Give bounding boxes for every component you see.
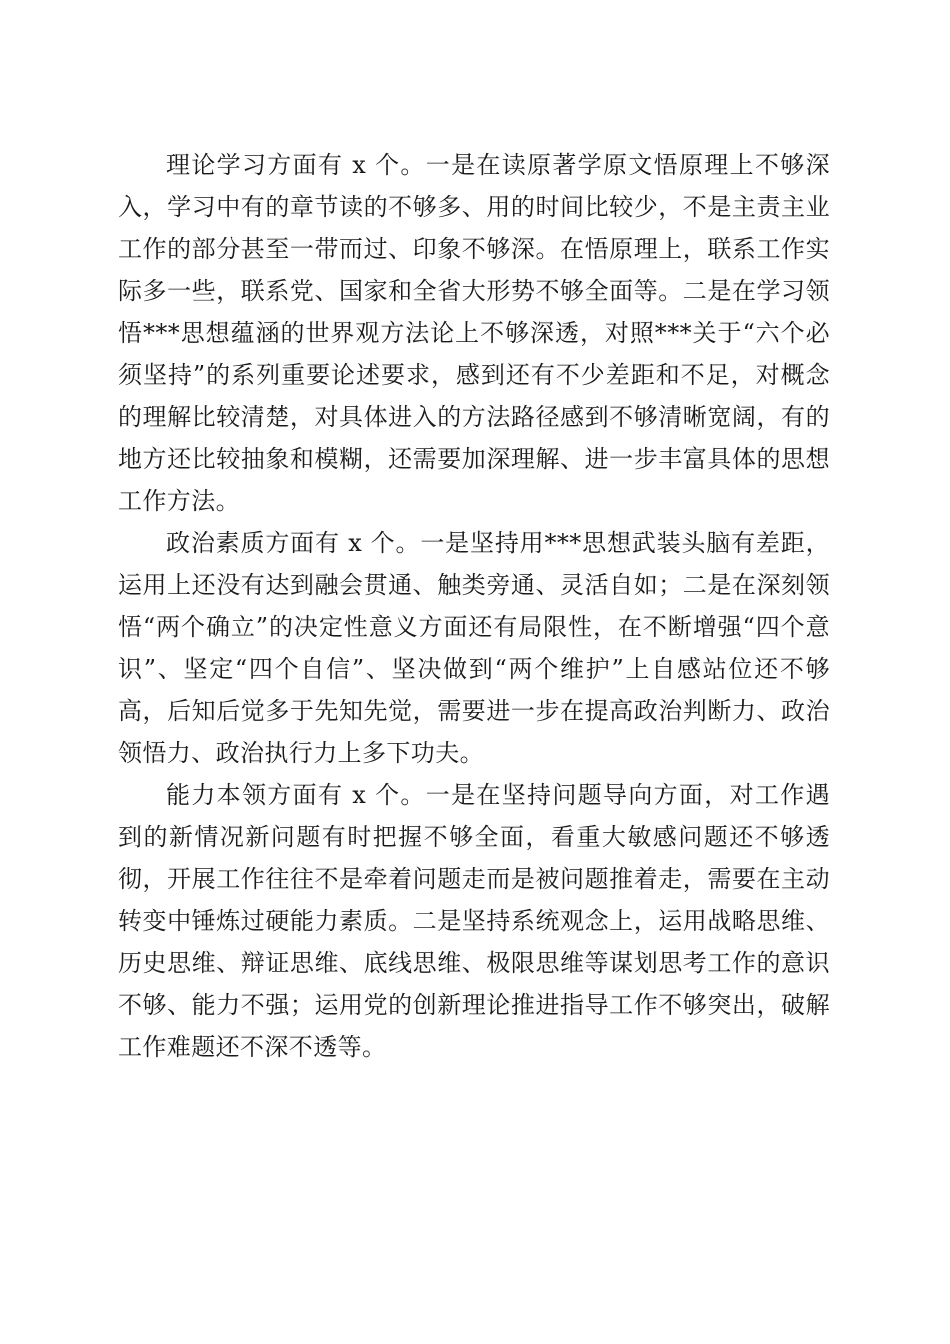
paragraph-ability-skills: 能力本领方面有 x 个。一是在坚持问题导向方面，对工作遇到的新情况新问题有时把握不够全面，看重大敏感问题还不够透彻，开展工作往往不是牵着问题走而是被问题推着走，需要在主动转变中锤炼过硬能力素质。二是坚持系统观念上，运用战略思维、历史思维、辩证思维、底线思维、极限思维等谋划思考工作的意识不够、能力不强；运用党的创新理论推进指导工作不够突出，破解工作难题还不深不透等。 — [118, 781, 830, 1061]
document-body — [118, 144, 830, 1068]
paragraph-political-quality: 政治素质方面有 x 个。一是坚持用***思想武装头脑有差距，运用上还没有达到融会贯通、触类旁通、灵活自如；二是在深刻领悟“两个确立”的决定性意义方面还有局限性，在不断增强“四个意识”、坚定“四个自信”、坚决做到“两个维护”上自感站位还不够高，后知后觉多于先知先觉，需要进一步在提高政治判断力、政治领悟力、政治执行力上多下功夫。 — [118, 529, 830, 767]
paragraph-theory-study: 理论学习方面有 x 个。一是在读原著学原文悟原理上不够深入，学习中有的章节读的不够多、用的时间比较少，不是主责主业工作的部分甚至一带而过、印象不够深。在悟原理上，联系工作实际多一些，联系党、国家和全省大形势不够全面等。二是在学习领悟***思想蕴涵的世界观方法论上不够深透，对照***关于“六个必须坚持”的系列重要论述要求，感到还有不少差距和不足，对概念的理解比较清楚，对具体进入的方法路径感到不够清晰宽阔，有的地方还比较抽象和模糊，还需要加深理解、进一步丰富具体的思想工作方法。 — [118, 151, 830, 515]
